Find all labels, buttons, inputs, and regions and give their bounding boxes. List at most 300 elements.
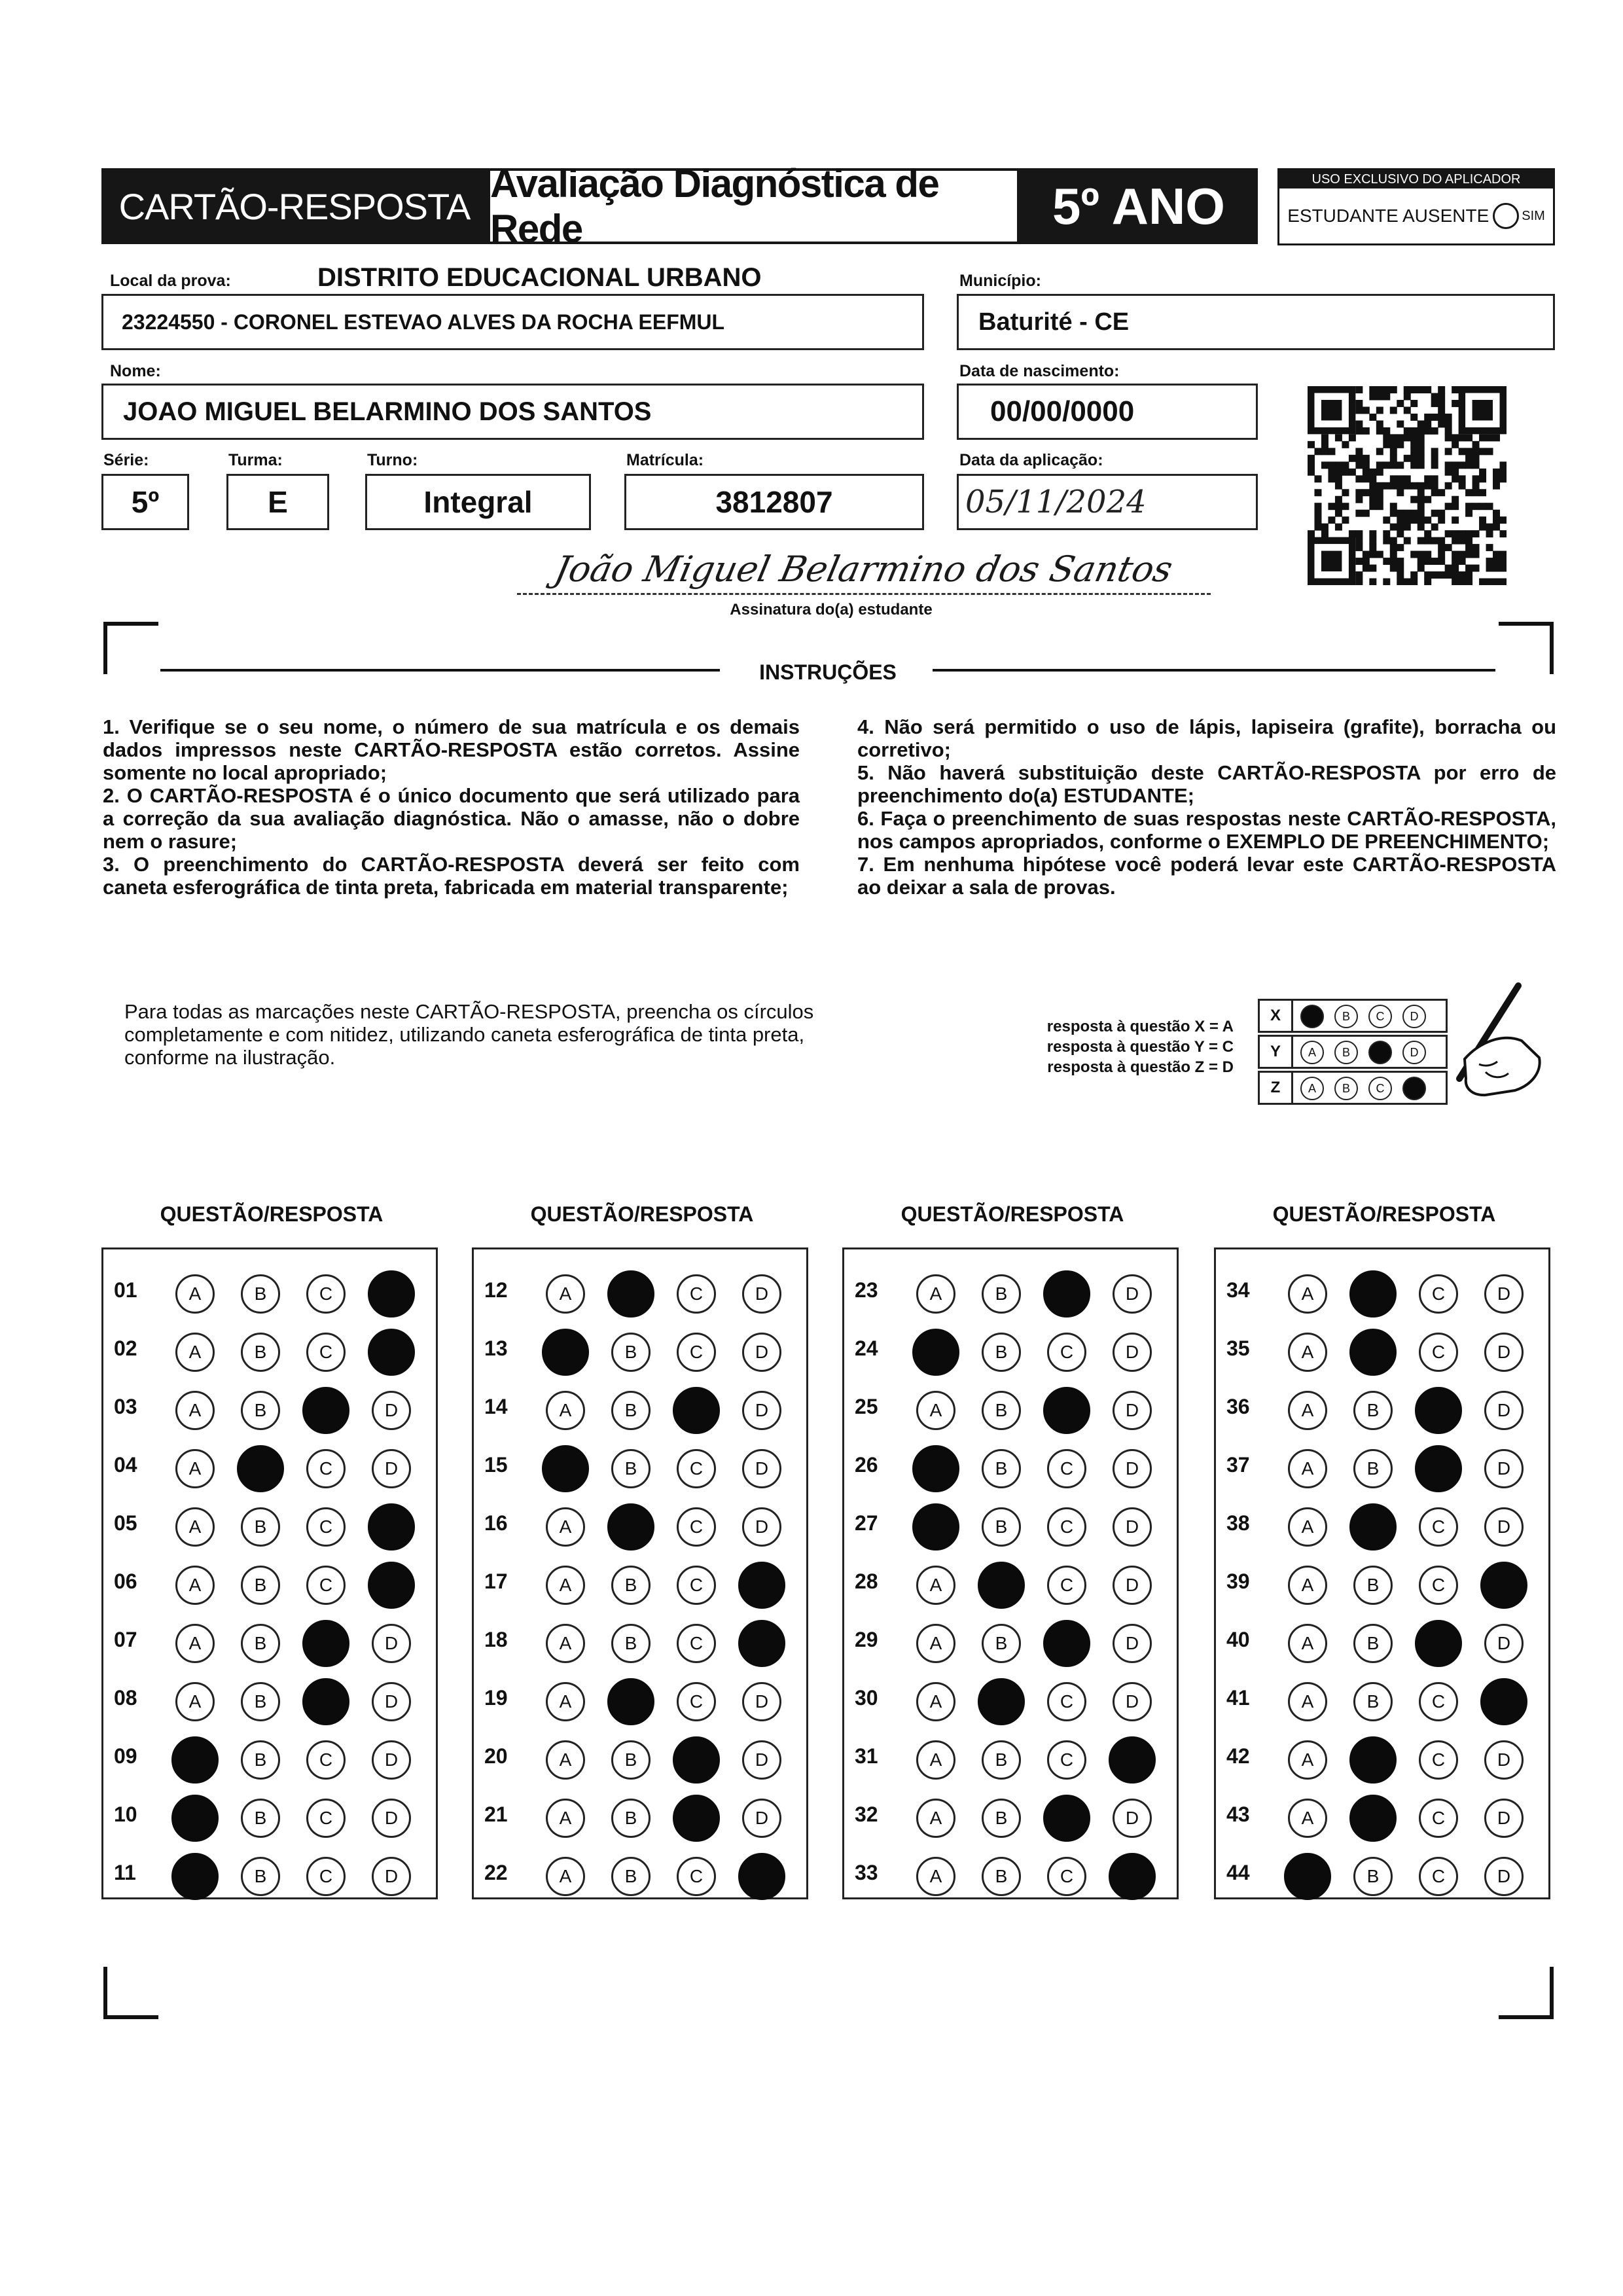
answer-bubble-b[interactable]: B <box>1353 1449 1393 1488</box>
turno-field <box>365 474 591 530</box>
answer-bubble-c[interactable]: C <box>677 1274 716 1314</box>
answer-column <box>842 1247 1179 1899</box>
school-field <box>101 294 924 350</box>
answer-bubble-b[interactable]: B <box>611 1624 651 1663</box>
answer-bubble-c[interactable] <box>302 1678 349 1725</box>
answer-bubble-b[interactable] <box>978 1562 1025 1609</box>
answer-bubble-b[interactable]: B <box>611 1799 651 1838</box>
answer-bubble-a[interactable]: A <box>175 1449 215 1488</box>
answer-bubble-c[interactable] <box>673 1736 720 1784</box>
answer-bubble-c[interactable]: C <box>1047 1449 1086 1488</box>
answer-bubble-c[interactable] <box>1043 1620 1090 1667</box>
example-row-label: Z <box>1260 1073 1293 1103</box>
question-number: 05 <box>114 1511 137 1535</box>
question-row <box>103 1845 436 1904</box>
answer-bubble-d[interactable] <box>1480 1562 1527 1609</box>
answer-bubble-a[interactable] <box>171 1736 219 1784</box>
answer-bubble-c[interactable] <box>1415 1387 1462 1434</box>
question-row <box>844 1321 1177 1380</box>
answer-bubble-d[interactable]: D <box>1113 1449 1152 1488</box>
answer-bubble-b[interactable]: B <box>982 1799 1021 1838</box>
answer-bubble-d[interactable] <box>1109 1853 1156 1900</box>
answer-bubble-c[interactable] <box>1043 1270 1090 1318</box>
question-number: 26 <box>855 1453 878 1477</box>
signature-line <box>517 593 1211 595</box>
answer-bubble-c[interactable]: C <box>1419 1857 1458 1896</box>
question-number: 38 <box>1226 1511 1250 1535</box>
answer-bubble-d[interactable] <box>738 1853 785 1900</box>
example-bubble-b: B <box>1334 1041 1358 1064</box>
answer-bubble-a[interactable]: A <box>916 1566 955 1605</box>
answer-bubble-c[interactable] <box>1415 1445 1462 1492</box>
answer-bubble-c[interactable]: C <box>306 1857 346 1896</box>
answer-bubble-d[interactable]: D <box>742 1507 781 1547</box>
answer-bubble-b[interactable]: B <box>241 1799 280 1838</box>
answer-bubble-d[interactable]: D <box>372 1799 411 1838</box>
question-row <box>103 1670 436 1729</box>
question-number: 08 <box>114 1686 137 1710</box>
answer-bubble-a[interactable]: A <box>546 1391 585 1430</box>
answer-bubble-b[interactable] <box>1349 1270 1397 1318</box>
answer-bubble-c[interactable]: C <box>677 1624 716 1663</box>
answer-bubble-b[interactable]: B <box>1353 1566 1393 1605</box>
answer-bubble-d[interactable]: D <box>1113 1274 1152 1314</box>
example-caption: resposta à questão Z = D <box>1047 1058 1234 1076</box>
answer-bubble-c[interactable] <box>302 1620 349 1667</box>
answer-bubble-b[interactable]: B <box>982 1740 1021 1780</box>
question-number: 17 <box>484 1570 508 1593</box>
answer-bubble-d[interactable]: D <box>1113 1333 1152 1372</box>
answer-bubble-a[interactable]: A <box>546 1624 585 1663</box>
question-number: 22 <box>484 1861 508 1884</box>
answer-bubble-b[interactable]: B <box>611 1857 651 1896</box>
answer-bubble-c[interactable]: C <box>1419 1740 1458 1780</box>
answer-column-header: QUESTÃO/RESPOSTA <box>530 1202 754 1226</box>
question-row <box>474 1670 806 1729</box>
answer-bubble-d[interactable]: D <box>1484 1333 1524 1372</box>
answer-bubble-a[interactable]: A <box>175 1566 215 1605</box>
answer-bubble-b[interactable]: B <box>241 1333 280 1372</box>
question-number: 41 <box>1226 1686 1250 1710</box>
answer-bubble-c[interactable]: C <box>1419 1333 1458 1372</box>
instruction-item: 1. Verifique se o seu nome, o número de sua matrícula e os demais dados impressos neste CARTÃO-RESPOSTA estão corretos. Assine somente no local apropriado; <box>103 715 800 784</box>
answer-bubble-a[interactable]: A <box>546 1507 585 1547</box>
example-bubble-a <box>1300 1005 1324 1028</box>
nome-label: Nome: <box>110 362 161 380</box>
question-number: 20 <box>484 1744 508 1768</box>
answer-bubble-a[interactable]: A <box>916 1740 955 1780</box>
answer-bubble-d[interactable] <box>368 1329 415 1376</box>
answer-bubble-a[interactable]: A <box>175 1391 215 1430</box>
answer-bubble-c[interactable]: C <box>306 1449 346 1488</box>
answer-bubble-d[interactable]: D <box>372 1624 411 1663</box>
answer-bubble-c[interactable]: C <box>677 1566 716 1605</box>
question-row <box>1216 1437 1548 1496</box>
question-number: 12 <box>484 1278 508 1302</box>
answer-column <box>101 1247 438 1899</box>
question-number: 25 <box>855 1395 878 1418</box>
question-row <box>1216 1263 1548 1321</box>
example-bubble-d: D <box>1402 1041 1426 1064</box>
answer-bubble-c[interactable]: C <box>306 1333 346 1372</box>
answer-bubble-a[interactable]: A <box>1288 1682 1327 1721</box>
answer-bubble-d[interactable]: D <box>1113 1566 1152 1605</box>
question-number: 09 <box>114 1744 137 1768</box>
question-row <box>474 1379 806 1438</box>
answer-bubble-c[interactable]: C <box>677 1507 716 1547</box>
instruction-item: 7. Em nenhuma hipótese você poderá levar este CARTÃO-RESPOSTA ao deixar a sala de provas. <box>857 853 1556 899</box>
answer-bubble-b[interactable]: B <box>241 1624 280 1663</box>
answer-bubble-b[interactable]: B <box>241 1682 280 1721</box>
question-row <box>844 1496 1177 1554</box>
answer-bubble-b[interactable]: B <box>1353 1682 1393 1721</box>
answer-column <box>472 1247 808 1899</box>
answer-bubble-b[interactable]: B <box>611 1391 651 1430</box>
answer-bubble-b[interactable]: B <box>241 1566 280 1605</box>
answer-bubble-a[interactable]: A <box>916 1274 955 1314</box>
question-number: 07 <box>114 1628 137 1651</box>
instructions-left <box>103 715 800 899</box>
answer-bubble-c[interactable]: C <box>306 1507 346 1547</box>
answer-bubble-a[interactable]: A <box>1288 1391 1327 1430</box>
example-bubble-a: A <box>1300 1077 1324 1100</box>
matricula-field <box>624 474 924 530</box>
question-number: 43 <box>1226 1803 1250 1826</box>
answer-bubble-c[interactable]: C <box>1419 1799 1458 1838</box>
answer-bubble-b[interactable]: B <box>982 1857 1021 1896</box>
answer-bubble-a[interactable]: A <box>546 1740 585 1780</box>
serie-field <box>101 474 189 530</box>
answer-bubble-a[interactable] <box>912 1329 959 1376</box>
answer-bubble-a[interactable] <box>542 1329 589 1376</box>
answer-bubble-b[interactable]: B <box>241 1857 280 1896</box>
answer-bubble-a[interactable]: A <box>916 1857 955 1896</box>
answer-bubble-b[interactable] <box>978 1678 1025 1725</box>
answer-bubble-b[interactable] <box>1349 1736 1397 1784</box>
answer-bubble-b[interactable]: B <box>611 1566 651 1605</box>
answer-bubble-a[interactable]: A <box>546 1799 585 1838</box>
answer-bubble-a[interactable]: A <box>175 1624 215 1663</box>
question-row <box>844 1437 1177 1496</box>
answer-bubble-b[interactable] <box>607 1270 654 1318</box>
nascimento-label: Data de nascimento: <box>959 362 1120 380</box>
matricula-label: Matrícula: <box>626 451 704 469</box>
question-row <box>103 1321 436 1380</box>
fill-instruction: Para todas as marcações neste CARTÃO-RESPOSTA, preencha os círculos completamente e com nitidez, utilizando caneta esferográfica de tinta preta, conforme na ilustração. <box>124 1000 814 1069</box>
answer-bubble-a[interactable]: A <box>1288 1624 1327 1663</box>
instruction-item: 6. Faça o preenchimento de suas respostas neste CARTÃO-RESPOSTA, nos campos apropriados, conforme o EXEMPLO DE PREENCHIMENTO; <box>857 807 1556 853</box>
answer-bubble-d[interactable]: D <box>1113 1507 1152 1547</box>
card-title: CARTÃO-RESPOSTA <box>101 168 488 244</box>
answer-bubble-a[interactable]: A <box>175 1333 215 1372</box>
answer-bubble-d[interactable] <box>738 1562 785 1609</box>
answer-bubble-d[interactable]: D <box>1113 1624 1152 1663</box>
question-number: 21 <box>484 1803 508 1826</box>
nome-field <box>101 384 924 440</box>
answer-bubble-d[interactable]: D <box>1113 1391 1152 1430</box>
answer-bubble-d[interactable]: D <box>1484 1391 1524 1430</box>
answer-bubble-c[interactable]: C <box>677 1857 716 1896</box>
question-row <box>474 1729 806 1787</box>
corner-mark-bottom-right <box>1499 1967 1554 2019</box>
question-number: 42 <box>1226 1744 1250 1768</box>
question-row <box>474 1787 806 1846</box>
instructions-right <box>857 715 1556 899</box>
answer-bubble-c[interactable]: C <box>1047 1566 1086 1605</box>
answer-bubble-c[interactable]: C <box>306 1799 346 1838</box>
answer-bubble-d[interactable] <box>738 1620 785 1667</box>
answer-bubble-b[interactable]: B <box>241 1391 280 1430</box>
answer-bubble-b[interactable]: B <box>241 1507 280 1547</box>
answer-bubble-d[interactable]: D <box>1484 1507 1524 1547</box>
answer-bubble-a[interactable] <box>171 1853 219 1900</box>
answer-bubble-b[interactable]: B <box>982 1274 1021 1314</box>
answer-bubble-b[interactable]: B <box>982 1391 1021 1430</box>
question-number: 33 <box>855 1861 878 1884</box>
example-caption: resposta à questão Y = C <box>1046 1038 1234 1056</box>
question-number: 35 <box>1226 1336 1250 1360</box>
answer-bubble-d[interactable]: D <box>372 1857 411 1896</box>
answer-bubble-c[interactable] <box>302 1387 349 1434</box>
answer-bubble-d[interactable]: D <box>372 1449 411 1488</box>
instruction-item: 5. Não haverá substituição deste CARTÃO-RESPOSTA por erro de preenchimento do(a) ESTUDANTE; <box>857 761 1556 807</box>
answer-bubble-a[interactable]: A <box>916 1624 955 1663</box>
municipio-label: Município: <box>959 272 1041 290</box>
answer-bubble-b[interactable] <box>607 1678 654 1725</box>
answer-bubble-a[interactable]: A <box>175 1507 215 1547</box>
school-value: 23224550 - CORONEL ESTEVAO ALVES DA ROCHA EEFMUL <box>122 310 725 334</box>
matricula-value: 3812807 <box>715 485 833 519</box>
applicator-box <box>1277 168 1555 245</box>
question-number: 16 <box>484 1511 508 1535</box>
turno-value: Integral <box>423 485 533 519</box>
answer-bubble-c[interactable] <box>1043 1795 1090 1842</box>
answer-bubble-c[interactable]: C <box>306 1274 346 1314</box>
answer-bubble-d[interactable]: D <box>1484 1624 1524 1663</box>
answer-bubble-d[interactable]: D <box>1484 1740 1524 1780</box>
example-bubble-d: D <box>1402 1005 1426 1028</box>
answer-bubble-a[interactable] <box>1284 1853 1331 1900</box>
question-row <box>103 1379 436 1438</box>
answer-bubble-c[interactable]: C <box>677 1333 716 1372</box>
pen-hand-icon <box>1387 980 1544 1111</box>
question-number: 13 <box>484 1336 508 1360</box>
answer-bubble-a[interactable]: A <box>175 1274 215 1314</box>
answer-bubble-b[interactable] <box>1349 1503 1397 1551</box>
answer-bubble-d[interactable]: D <box>1113 1682 1152 1721</box>
answer-bubble-a[interactable]: A <box>546 1682 585 1721</box>
question-number: 24 <box>855 1336 878 1360</box>
example-caption: resposta à questão X = A <box>1046 1018 1234 1035</box>
answer-bubble-a[interactable]: A <box>1288 1333 1327 1372</box>
grade-label: 5º ANO <box>1020 168 1258 244</box>
answer-bubble-c[interactable]: C <box>1419 1682 1458 1721</box>
answer-bubble-a[interactable] <box>542 1445 589 1492</box>
qr-code <box>1308 386 1507 585</box>
answer-bubble-a[interactable]: A <box>1288 1566 1327 1605</box>
answer-bubble-d[interactable] <box>1109 1736 1156 1784</box>
corner-mark-top-right <box>1499 622 1554 674</box>
answer-bubble-b[interactable]: B <box>982 1507 1021 1547</box>
question-number: 02 <box>114 1336 137 1360</box>
exam-title: Avaliação Diagnóstica de Rede <box>488 168 1020 244</box>
applicator-label: USO EXCLUSIVO DO APLICADOR <box>1279 170 1553 188</box>
example-bubble-c: C <box>1368 1005 1392 1028</box>
answer-bubble-a[interactable] <box>912 1503 959 1551</box>
question-row <box>1216 1496 1548 1554</box>
answer-bubble-b[interactable]: B <box>241 1274 280 1314</box>
answer-bubble-d[interactable]: D <box>742 1333 781 1372</box>
answer-bubble-d[interactable] <box>1480 1678 1527 1725</box>
local-label: Local da prova: <box>110 272 231 290</box>
answer-bubble-d[interactable] <box>368 1270 415 1318</box>
aplicacao-handwritten: 05/11/2024 <box>965 484 1147 520</box>
answer-bubble-d[interactable]: D <box>372 1391 411 1430</box>
answer-bubble-a[interactable]: A <box>546 1274 585 1314</box>
question-row <box>474 1845 806 1904</box>
question-number: 34 <box>1226 1278 1250 1302</box>
answer-bubble-b[interactable] <box>1349 1795 1397 1842</box>
answer-bubble-b[interactable] <box>1349 1329 1397 1376</box>
instructions-rule-left <box>160 669 720 672</box>
answer-bubble-c[interactable]: C <box>1047 1333 1086 1372</box>
turma-field <box>226 474 329 530</box>
answer-bubble-d[interactable] <box>368 1562 415 1609</box>
answer-bubble-b[interactable]: B <box>611 1333 651 1372</box>
answer-bubble-a[interactable]: A <box>916 1682 955 1721</box>
answer-bubble-d[interactable]: D <box>742 1449 781 1488</box>
answer-bubble-a[interactable] <box>912 1445 959 1492</box>
question-row <box>1216 1554 1548 1613</box>
answer-bubble-b[interactable]: B <box>982 1624 1021 1663</box>
answer-bubble-a[interactable]: A <box>916 1799 955 1838</box>
answer-bubble-a[interactable]: A <box>1288 1740 1327 1780</box>
example-bubble-b: B <box>1334 1005 1358 1028</box>
question-number: 44 <box>1226 1861 1250 1884</box>
municipio-field <box>957 294 1555 350</box>
answer-bubble-b[interactable] <box>237 1445 284 1492</box>
answer-column-header: QUESTÃO/RESPOSTA <box>901 1202 1124 1226</box>
absent-checkbox[interactable] <box>1493 203 1519 229</box>
answer-bubble-a[interactable]: A <box>1288 1449 1327 1488</box>
question-row <box>844 1670 1177 1729</box>
question-row <box>1216 1787 1548 1846</box>
answer-bubble-c[interactable] <box>673 1795 720 1842</box>
answer-bubble-b[interactable]: B <box>982 1333 1021 1372</box>
answer-bubble-b[interactable]: B <box>1353 1857 1393 1896</box>
answer-bubble-a[interactable]: A <box>1288 1799 1327 1838</box>
answer-bubble-b[interactable]: B <box>611 1740 651 1780</box>
answer-bubble-c[interactable]: C <box>306 1740 346 1780</box>
question-number: 32 <box>855 1803 878 1826</box>
absent-option-label: SIM <box>1522 208 1545 223</box>
question-row <box>474 1554 806 1613</box>
answer-bubble-c[interactable]: C <box>677 1449 716 1488</box>
answer-bubble-d[interactable]: D <box>1484 1274 1524 1314</box>
answer-bubble-a[interactable]: A <box>1288 1507 1327 1547</box>
instruction-item: 4. Não será permitido o uso de lápis, lapiseira (grafite), borracha ou corretivo; <box>857 715 1556 761</box>
answer-bubble-d[interactable]: D <box>742 1274 781 1314</box>
question-row <box>1216 1670 1548 1729</box>
answer-bubble-a[interactable]: A <box>546 1857 585 1896</box>
question-row <box>103 1263 436 1321</box>
answer-bubble-c[interactable]: C <box>677 1682 716 1721</box>
question-number: 27 <box>855 1511 878 1535</box>
answer-bubble-b[interactable]: B <box>241 1740 280 1780</box>
question-row <box>103 1612 436 1671</box>
question-row <box>474 1321 806 1380</box>
turma-value: E <box>268 485 288 519</box>
answer-bubble-b[interactable]: B <box>982 1449 1021 1488</box>
answer-bubble-d[interactable]: D <box>372 1682 411 1721</box>
question-row <box>844 1554 1177 1613</box>
serie-label: Série: <box>103 451 149 469</box>
answer-bubble-c[interactable]: C <box>1047 1682 1086 1721</box>
answer-bubble-b[interactable]: B <box>611 1449 651 1488</box>
answer-bubble-c[interactable]: C <box>1047 1857 1086 1896</box>
answer-column-header: QUESTÃO/RESPOSTA <box>160 1202 383 1226</box>
answer-bubble-d[interactable]: D <box>372 1740 411 1780</box>
answer-bubble-d[interactable]: D <box>1113 1799 1152 1838</box>
turma-label: Turma: <box>228 451 283 469</box>
question-row <box>1216 1379 1548 1438</box>
question-row <box>103 1496 436 1554</box>
answer-bubble-d[interactable]: D <box>1484 1449 1524 1488</box>
question-row <box>1216 1321 1548 1380</box>
answer-bubble-a[interactable]: A <box>175 1682 215 1721</box>
answer-bubble-c[interactable]: C <box>1047 1740 1086 1780</box>
answer-bubble-d[interactable]: D <box>742 1799 781 1838</box>
answer-bubble-c[interactable]: C <box>1419 1274 1458 1314</box>
answer-bubble-a[interactable]: A <box>546 1566 585 1605</box>
answer-bubble-c[interactable] <box>673 1387 720 1434</box>
answer-bubble-b[interactable]: B <box>1353 1624 1393 1663</box>
answer-bubble-d[interactable]: D <box>1484 1857 1524 1896</box>
answer-bubble-d[interactable]: D <box>742 1740 781 1780</box>
instruction-item: 2. O CARTÃO-RESPOSTA é o único documento que será utilizado para a correção da sua avaliação diagnóstica. Não o amasse, não o dobre nem o rasure; <box>103 784 800 853</box>
example-row-label: X <box>1260 1001 1293 1031</box>
question-row <box>844 1263 1177 1321</box>
question-row <box>844 1729 1177 1787</box>
answer-bubble-d[interactable] <box>368 1503 415 1551</box>
answer-bubble-a[interactable]: A <box>916 1391 955 1430</box>
aplicacao-label: Data da aplicação: <box>959 451 1103 469</box>
answer-bubble-c[interactable]: C <box>1419 1507 1458 1547</box>
question-row <box>844 1845 1177 1904</box>
answer-bubble-c[interactable]: C <box>1047 1507 1086 1547</box>
question-number: 37 <box>1226 1453 1250 1477</box>
question-number: 31 <box>855 1744 878 1768</box>
answer-bubble-c[interactable]: C <box>1419 1566 1458 1605</box>
answer-bubble-b[interactable] <box>607 1503 654 1551</box>
question-row <box>103 1554 436 1613</box>
answer-bubble-d[interactable]: D <box>742 1391 781 1430</box>
answer-bubble-c[interactable] <box>1415 1620 1462 1667</box>
serie-value: 5º <box>131 485 160 519</box>
answer-bubble-c[interactable] <box>1043 1387 1090 1434</box>
answer-bubble-c[interactable]: C <box>306 1566 346 1605</box>
question-row <box>474 1612 806 1671</box>
answer-bubble-d[interactable]: D <box>742 1682 781 1721</box>
question-number: 14 <box>484 1395 508 1418</box>
question-number: 01 <box>114 1278 137 1302</box>
answer-bubble-a[interactable]: A <box>1288 1274 1327 1314</box>
answer-bubble-b[interactable]: B <box>1353 1391 1393 1430</box>
question-row <box>474 1263 806 1321</box>
signature: João Miguel Belarmino dos Santos <box>550 548 1177 590</box>
answer-bubble-d[interactable]: D <box>1484 1799 1524 1838</box>
answer-bubble-a[interactable] <box>171 1795 219 1842</box>
